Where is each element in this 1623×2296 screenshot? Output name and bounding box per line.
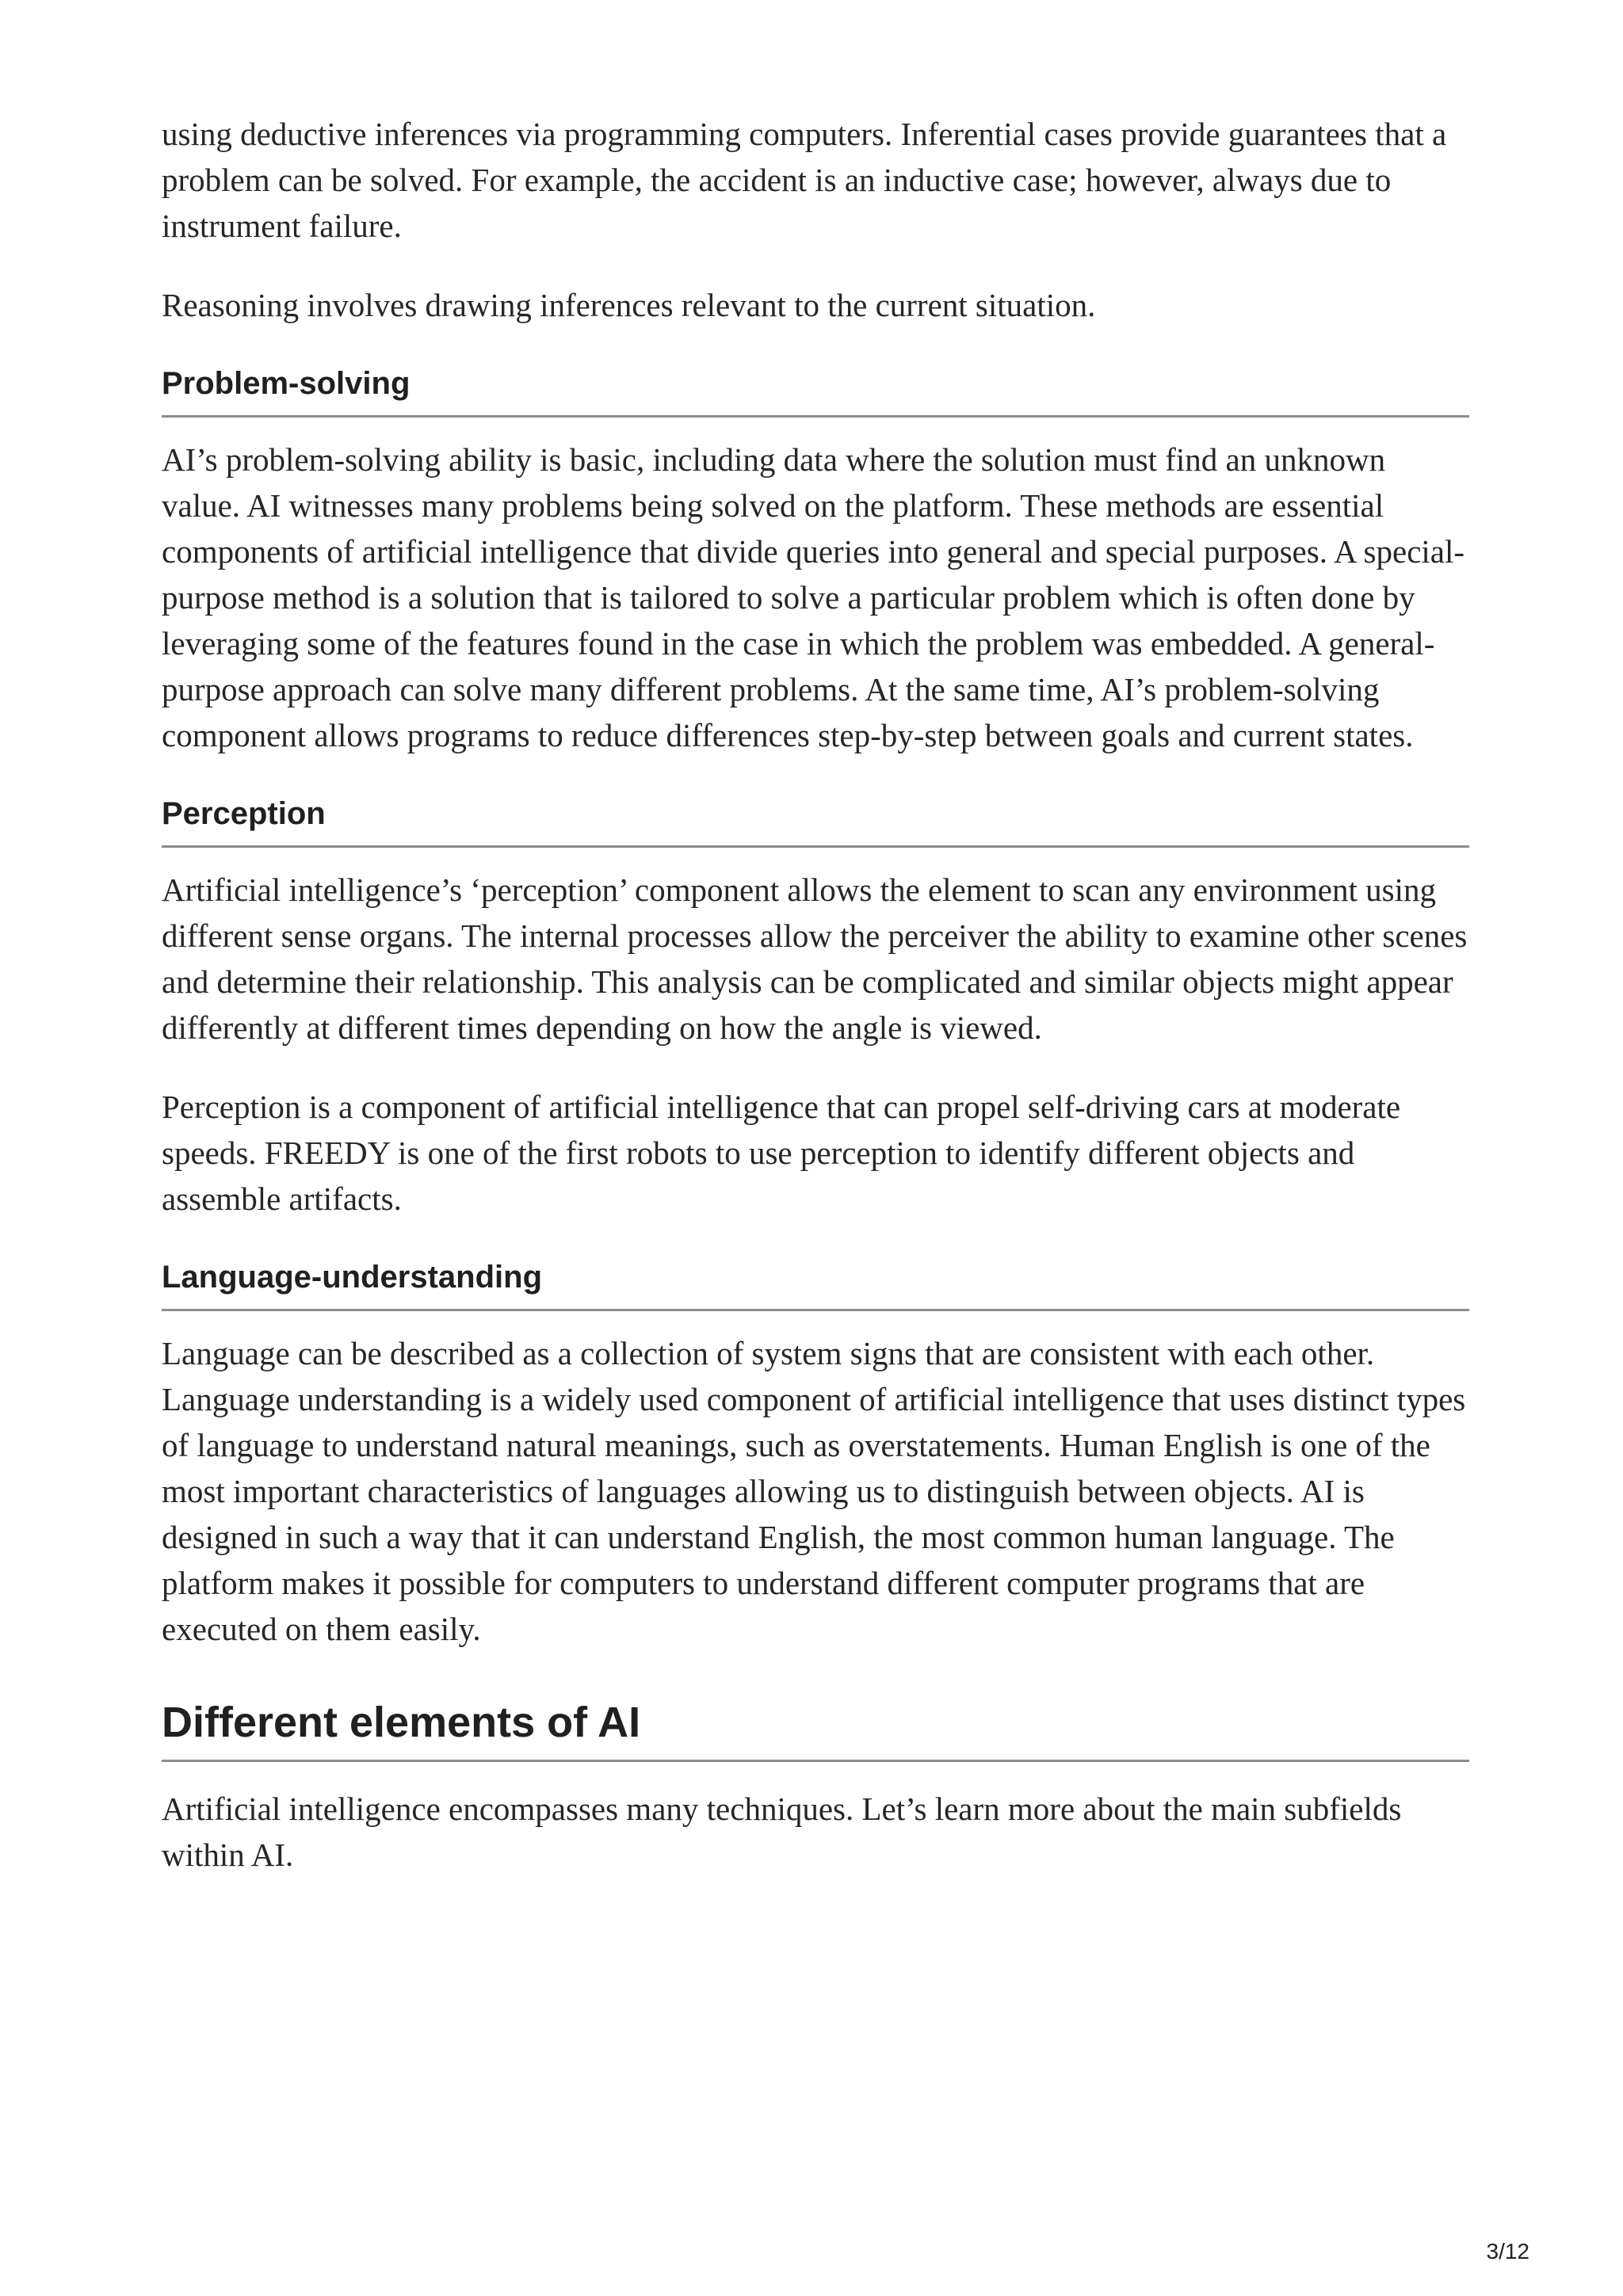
heading-problem-solving: Problem-solving — [162, 364, 1469, 418]
heading-language-understanding: Language-understanding — [162, 1258, 1469, 1311]
intro-paragraph-2: Reasoning involves drawing inferences relevant to the current situation. — [162, 287, 1096, 323]
intro-paragraph-1: using deductive inferences via programming computers. Inferential cases provide guarantees that a problem can be solved. For example, the accident is an inductive case; however, always due to instrument failure. — [162, 116, 1447, 244]
language-understanding-paragraph: Language can be described as a collection of system signs that are consistent with each other. Language understanding is a widely used component of artificial intelligence that uses distinct types of language to understand natural meanings, such as overstatements. Human English is one of the most important characteristics of languages allowing us to distinguish between objects. AI is designed in such a way that it can understand English, the most common human language. The platform makes it possible for computers to understand different computer programs that are executed on them easily. — [162, 1335, 1466, 1647]
perception-paragraph-1: Artificial intelligence’s ‘perception’ component allows the element to scan any environment using different sense organs. The internal processes allow the perceiver the ability to examine other scenes and determine their relationship. This analysis can be complicated and similar objects might appear differently at different times depending on how the angle is viewed. — [162, 871, 1468, 1046]
document-page — [162, 111, 1469, 1878]
perception-paragraph-2: Perception is a component of artificial intelligence that can propel self-driving cars at moderate speeds. FREEDY is one of the first robots to use perception to identify different objects and assemble artifacts. — [162, 1089, 1401, 1217]
heading-perception: Perception — [162, 795, 1469, 848]
heading-different-elements-of-ai: Different elements of AI — [162, 1698, 1469, 1762]
problem-solving-paragraph: AI’s problem-solving ability is basic, including data where the solution must find an unknown value. AI witnesses many problems being solved on the platform. These methods are essential components of artificial intelligence that divide queries into general and special purposes. A special-purpose method is a solution that is tailored to solve a particular problem which is often done by leveraging some of the features found in the case in which the problem was embedded. A general-purpose approach can solve many different problems. At the same time, AI’s problem-solving component allows programs to reduce differences step-by-step between goals and current states. — [162, 441, 1465, 753]
elements-paragraph: Artificial intelligence encompasses many techniques. Let’s learn more about the main subfields within AI. — [162, 1791, 1402, 1873]
page-number: 3/12 — [1486, 2239, 1529, 2264]
